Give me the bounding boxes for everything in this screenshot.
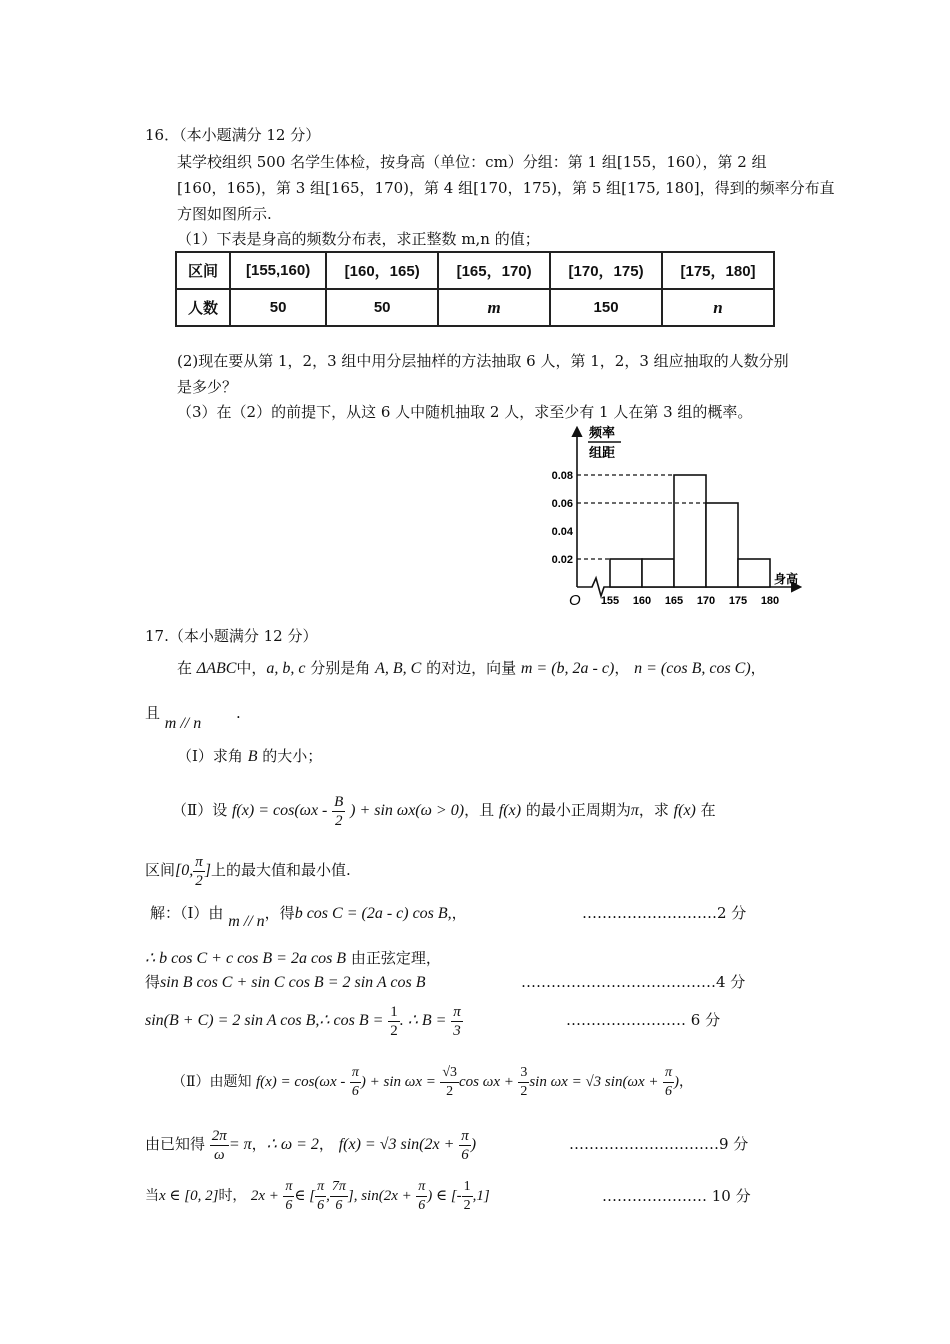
q17-line <box>177 658 766 679</box>
fraction <box>518 1064 529 1101</box>
q17-math: f(x) <box>673 802 696 819</box>
q17-math: ∴ ω = 2 <box>266 1136 319 1153</box>
q17-text: （Ⅱ）设 <box>172 801 228 819</box>
fraction <box>283 1178 294 1215</box>
q16-para: [160，165)，第 3 组[165，170)，第 4 组[170，175)，第 5 组[175, 180]，得到的频率分布直 <box>177 179 835 197</box>
q17-math: sin B cos C + sin C cos B = 2 sin A cos B <box>160 974 426 991</box>
q17-text: （Ⅱ）由题知 <box>172 1074 252 1090</box>
q17-math: a, b, c <box>266 660 306 677</box>
score-marker: …………………… 6 分 <box>566 1011 721 1029</box>
q17-math: = π <box>228 1136 252 1153</box>
solution-line <box>145 972 425 993</box>
x-tick-label: 170 <box>696 595 716 607</box>
q17-math: A, B, C <box>375 660 422 677</box>
denominator: ω <box>214 1146 225 1163</box>
x-tick-label: 165 <box>664 595 684 607</box>
denominator: 2 <box>334 812 343 829</box>
histogram-chart <box>545 420 815 610</box>
numerator: π <box>283 1178 294 1197</box>
x-tick-label: 175 <box>728 595 748 607</box>
q17-text: ， <box>451 904 467 922</box>
numerator: 1 <box>390 1003 398 1020</box>
table-header-cell: 区间 <box>176 252 230 289</box>
q17-text: 的对边，向量 <box>421 659 517 677</box>
q17-math: sin(B + C) = 2 sin A cos B,∴ cos B = <box>145 1012 384 1029</box>
denominator: 6 <box>335 1197 343 1213</box>
score-marker: …………………………9 分 <box>569 1135 749 1153</box>
q17-line <box>177 746 322 767</box>
q17-text: 由正弦定理， <box>350 949 441 967</box>
q17-text: ， <box>614 659 630 677</box>
q17-math: m // n <box>228 913 265 930</box>
y-tick-label: 0.04 <box>551 526 573 538</box>
q17-text: （Ⅰ）求角 <box>177 747 243 765</box>
table-row <box>176 252 774 289</box>
table-cell: [165，170) <box>438 252 550 289</box>
q17-text: ，且 <box>464 801 495 819</box>
score-marker: ………………………2 分 <box>582 904 747 922</box>
q17-text: 在 <box>177 659 193 677</box>
table-cell: [155,160) <box>230 252 326 289</box>
q17-math: sin ωx = √3 sin(ωx + <box>529 1074 659 1090</box>
table-row <box>176 289 774 326</box>
q17-math: , <box>326 1188 330 1204</box>
table-cell: [175，180] <box>662 252 774 289</box>
q17-text: ， <box>251 1135 267 1153</box>
fraction <box>330 1178 348 1215</box>
histogram-bar <box>738 559 770 587</box>
solution-line <box>145 1176 490 1216</box>
q17-math: b cos C = (2a - c) cos B, <box>294 905 452 922</box>
q17-text: 当 <box>145 1188 159 1204</box>
q16-para: 某学校组织 500 名学生体检，按身高（单位：cm）分组：第 1 组[155，160），第 2 组 <box>177 153 767 171</box>
histogram-bar <box>706 503 738 587</box>
q17-line <box>145 703 241 732</box>
denominator: 6 <box>285 1197 293 1213</box>
numerator: π <box>195 853 203 870</box>
fraction <box>416 1178 427 1215</box>
denominator: 6 <box>351 1083 359 1099</box>
score-marker: …………………………………4 分 <box>521 973 746 991</box>
frequency-table <box>175 251 775 327</box>
q17-math: f(x) = √3 sin(2x + <box>338 1136 455 1153</box>
denominator: 2 <box>390 1022 398 1039</box>
q17-text: 由已知得 <box>145 1135 206 1153</box>
denominator: 6 <box>418 1197 426 1213</box>
q17-line <box>172 790 716 831</box>
q17-math: [0, <box>175 862 194 879</box>
origin-label: O <box>569 592 581 609</box>
fraction <box>663 1064 674 1101</box>
q17-text: ， <box>318 1135 334 1153</box>
denominator: 2 <box>195 872 203 889</box>
fraction <box>350 1064 361 1101</box>
q17-math: π <box>630 802 639 819</box>
numerator: π <box>416 1178 427 1197</box>
fraction <box>315 1178 326 1215</box>
q17-math: ∴ b cos C + c cos B = 2a cos B <box>145 950 347 967</box>
q16-title: 16．（本小题满分 12 分） <box>145 126 321 144</box>
fraction <box>210 1127 229 1164</box>
q17-text: 在 <box>700 801 716 819</box>
y-axis-label-bottom: 组距 <box>589 445 616 460</box>
numerator: 3 <box>518 1064 529 1083</box>
table-cell: 50 <box>326 289 438 326</box>
x-tick-label: 180 <box>760 595 780 607</box>
table-cell: [160，165) <box>326 252 438 289</box>
solution-line <box>150 903 467 930</box>
table-cell: 150 <box>550 289 662 326</box>
q17-text: ， <box>750 659 766 677</box>
denominator: 3 <box>453 1022 461 1039</box>
q16-para: 方图如图所示. <box>177 205 272 223</box>
solution-line <box>145 948 441 969</box>
q17-text: 的大小； <box>262 747 323 765</box>
q17-math: ], sin(2x + <box>347 1188 412 1204</box>
numerator: π <box>315 1178 326 1197</box>
solution-line <box>145 1124 476 1165</box>
fraction <box>193 853 205 890</box>
q17-text: 得 <box>145 973 161 991</box>
table-cell: m <box>438 289 550 326</box>
histogram-bar <box>610 559 642 587</box>
q17-math: f(x) = cos(ωx - <box>255 1074 346 1090</box>
q17-title: 17.（本小题满分 12 分） <box>145 627 318 645</box>
numerator: π <box>663 1064 674 1083</box>
table-header-cell: 人数 <box>176 289 230 326</box>
q17-math: m // n <box>164 715 202 732</box>
q17-math: x ∈ [0, 2] <box>159 1188 219 1204</box>
q17-math: 2x + <box>250 1188 279 1204</box>
q17-text: 上的最大值和最小值. <box>211 861 351 879</box>
denominator: 6 <box>317 1197 325 1213</box>
q17-text: 区间 <box>145 861 176 879</box>
q17-text: 分别是角 <box>305 659 371 677</box>
histogram-bar <box>642 559 674 587</box>
x-tick-label: 160 <box>632 595 652 607</box>
fraction <box>451 1003 463 1040</box>
q17-math: f(x) <box>498 802 522 819</box>
q17-text: 时， <box>218 1188 247 1204</box>
q17-text: 中， <box>236 659 267 677</box>
denominator: 2 <box>446 1083 454 1099</box>
q17-text: ，求 <box>638 801 669 819</box>
q17-text: ，得 <box>264 904 295 922</box>
q17-text: ， <box>679 1074 694 1090</box>
q17-text: 的最小正周期为 <box>525 801 631 819</box>
y-tick-label: 0.06 <box>551 498 573 510</box>
q17-math: ) ∈ [- <box>427 1188 462 1204</box>
table-cell: [170，175) <box>550 252 662 289</box>
q16-part2: (2)现在要从第 1，2，3 组中用分层抽样的方法抽取 6 人，第 1，2，3 组应抽取的人数分别 <box>177 352 789 370</box>
numerator: 7π <box>330 1178 348 1197</box>
q17-math: ) + sin ωx(ω > 0) <box>350 802 465 819</box>
q17-math: f(x) = cos(ωx - <box>231 802 328 819</box>
score-marker: ………………… 10 分 <box>602 1187 751 1205</box>
solution-line <box>145 1000 463 1041</box>
numerator: 2π <box>211 1127 227 1144</box>
q17-text: . <box>236 704 241 722</box>
table-cell: 50 <box>230 289 326 326</box>
x-axis-label: 身高 <box>774 572 799 586</box>
denominator: 2 <box>520 1083 528 1099</box>
y-tick-label: 0.08 <box>551 470 573 482</box>
fraction <box>332 793 345 830</box>
q17-math: ) <box>470 1136 477 1153</box>
q17-text: 且 <box>145 704 161 722</box>
numerator: π <box>461 1127 469 1144</box>
denominator: 6 <box>461 1146 469 1163</box>
histogram-bar <box>674 475 706 587</box>
y-axis-label-top: 频率 <box>589 425 616 440</box>
fraction <box>462 1178 473 1215</box>
q17-line <box>145 850 351 891</box>
q17-math: ΔABC <box>196 660 237 677</box>
y-tick-label: 0.02 <box>551 554 573 566</box>
q17-math: B <box>247 748 258 765</box>
fraction <box>388 1003 400 1040</box>
numerator: π <box>453 1003 461 1020</box>
x-tick-label: 155 <box>600 595 620 607</box>
solution-line <box>172 1062 693 1102</box>
q17-math: . ∴ B = <box>399 1012 447 1029</box>
q17-math: cos ωx + <box>459 1074 514 1090</box>
fraction <box>459 1127 471 1164</box>
q17-math: m = (b, 2a - c) <box>520 660 615 677</box>
denominator: 2 <box>463 1197 471 1213</box>
q16-part2: 是多少？ <box>177 378 238 396</box>
q17-math: ] <box>204 862 211 879</box>
q17-text: 解：（Ⅰ）由 <box>150 904 224 922</box>
table-cell: n <box>662 289 774 326</box>
numerator: 1 <box>462 1178 473 1197</box>
numerator: √3 <box>440 1064 459 1083</box>
q17-math: ) <box>674 1074 680 1090</box>
numerator: B <box>334 793 344 810</box>
denominator: 6 <box>665 1083 673 1099</box>
q16-part3: （3）在（2）的前提下，从这 6 人中随机抽取 2 人，求至少有 1 人在第 3 组的概率。 <box>177 403 753 421</box>
numerator: π <box>350 1064 361 1083</box>
fraction <box>440 1064 459 1101</box>
q17-math: ) + sin ωx = <box>360 1074 436 1090</box>
q16-part1: （1）下表是身高的频数分布表，求正整数 m,n 的值； <box>177 230 540 248</box>
q17-math: ∈ [ <box>294 1188 316 1204</box>
q17-math: ,1] <box>472 1188 490 1204</box>
q17-math: n = (cos B, cos C) <box>634 660 751 677</box>
